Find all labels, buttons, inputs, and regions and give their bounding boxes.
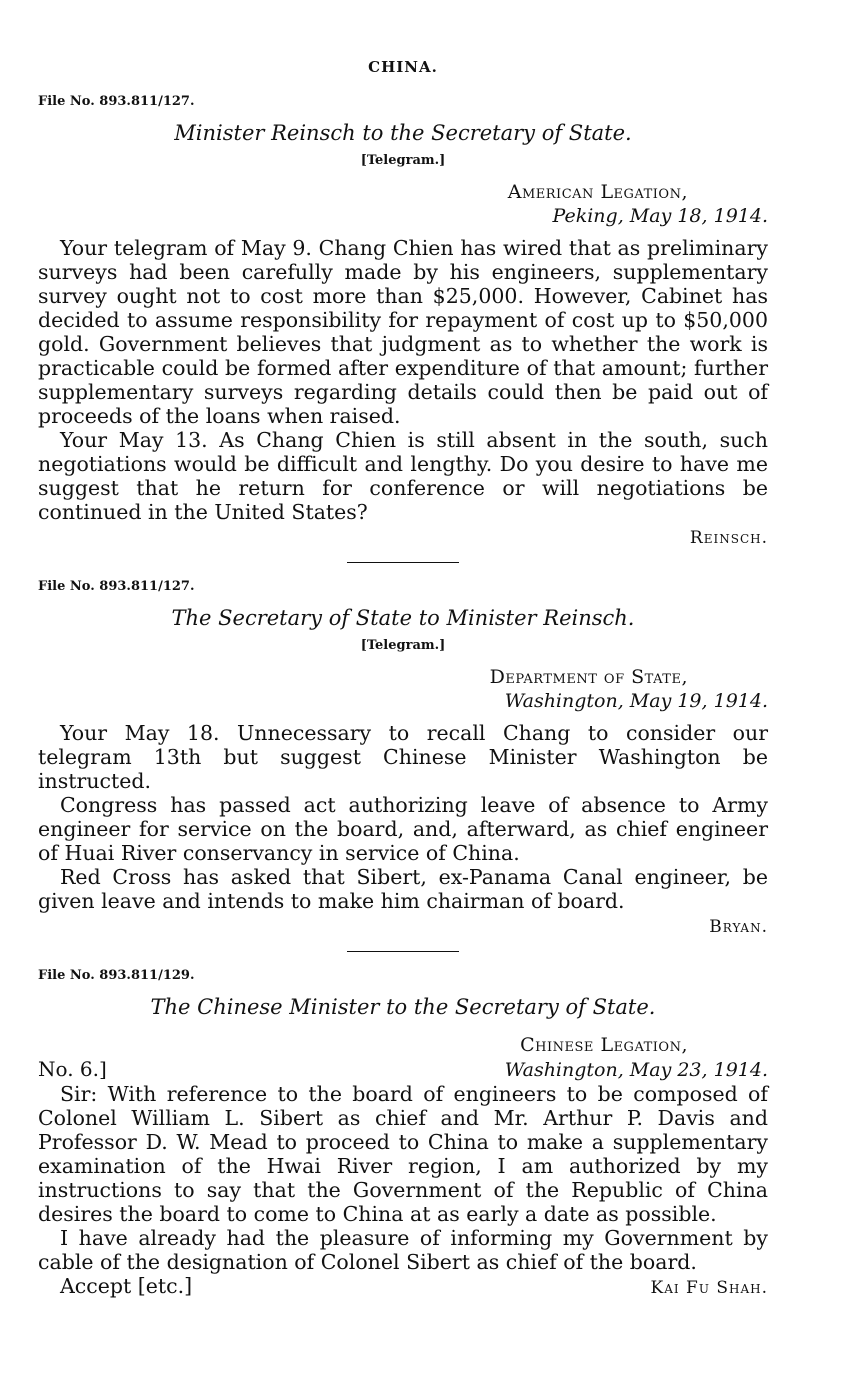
sender-organization: Department of State, bbox=[489, 666, 688, 688]
number-date-row bbox=[38, 1057, 768, 1082]
body-paragraph: Your May 13. As Chang Chien is still absent in the south, such negotiations would be difficult and lengthy. Do you desire to have me suggest that he return for conference or will negotiations be continued in the United States? bbox=[38, 428, 768, 524]
place-date: Washington, May 23, 1914. bbox=[504, 1059, 768, 1081]
closing-text: Accept [etc.] bbox=[60, 1274, 193, 1298]
signature: Kai Fu Shah. bbox=[650, 1278, 768, 1298]
signature: Reinsch. bbox=[689, 528, 768, 548]
section-divider bbox=[347, 951, 459, 952]
sender-organization: Chinese Legation, bbox=[520, 1034, 688, 1056]
file-number: File No. 893.811/127. bbox=[38, 579, 195, 594]
telegram-label: [Telegram.] bbox=[360, 638, 446, 653]
body-paragraph: Your telegram of May 9. Chang Chien has wired that as preliminary surveys had been carefully made by his engineers, supplementary survey ought not to cost more than $25,000. However, Cabinet has decided to assume responsibility for repayment of cost up to $50,000 gold. Government believes that judgment as to whether the work is practicable could be formed after expenditure of that amount; further supplementary surveys regarding details could then be paid out of proceeds of the loans when raised. bbox=[38, 236, 768, 428]
body-paragraph: Your May 18. Unnecessary to recall Chang to consider our telegram 13th but suggest Chinese Minister Washington be instructed. bbox=[38, 721, 768, 793]
document-page bbox=[38, 58, 768, 1358]
letter-heading: The Chinese Minister to the Secretary of State. bbox=[150, 995, 656, 1019]
place-date: Washington, May 19, 1914. bbox=[504, 690, 768, 712]
letter-heading: The Secretary of State to Minister Reinsch. bbox=[171, 606, 635, 630]
section-divider bbox=[347, 562, 459, 563]
body-paragraph: Red Cross has asked that Sibert, ex-Panama Canal engineer, be given leave and intends to make him chairman of board. bbox=[38, 865, 768, 913]
body-paragraph: I have already had the pleasure of informing my Government by cable of the designation of Colonel Sibert as chief of the board. bbox=[38, 1226, 768, 1274]
closing-row bbox=[38, 1274, 768, 1298]
letter-chinese-minister-to-secretary bbox=[38, 968, 768, 1298]
body-paragraph: Sir: With reference to the board of engineers to be composed of Colonel William L. Sibert as chief and Mr. Arthur P. Davis and Professor D. W. Mead to proceed to China to make a supplementary examination of the Hwai River region, I am authorized by my instructions to say that the Government of the Republic of China desires the board to come to China at as early a date as possible. bbox=[38, 1082, 768, 1226]
running-head: CHINA. bbox=[368, 58, 438, 76]
file-number: File No. 893.811/127. bbox=[38, 94, 195, 109]
letter-secretary-to-reinsch bbox=[38, 579, 768, 937]
place-date: Peking, May 18, 1914. bbox=[552, 205, 768, 227]
signature: Bryan. bbox=[709, 917, 768, 937]
file-number: File No. 893.811/129. bbox=[38, 968, 195, 983]
document-number: No. 6.] bbox=[38, 1057, 107, 1081]
letter-heading: Minister Reinsch to the Secretary of State. bbox=[174, 121, 632, 145]
telegram-label: [Telegram.] bbox=[360, 153, 446, 168]
body-paragraph: Congress has passed act authorizing leave of absence to Army engineer for service on the board, and, afterward, as chief engineer of Huai River conservancy in service of China. bbox=[38, 793, 768, 865]
letter-reinsch-to-secretary bbox=[38, 94, 768, 548]
sender-organization: American Legation, bbox=[507, 181, 688, 203]
